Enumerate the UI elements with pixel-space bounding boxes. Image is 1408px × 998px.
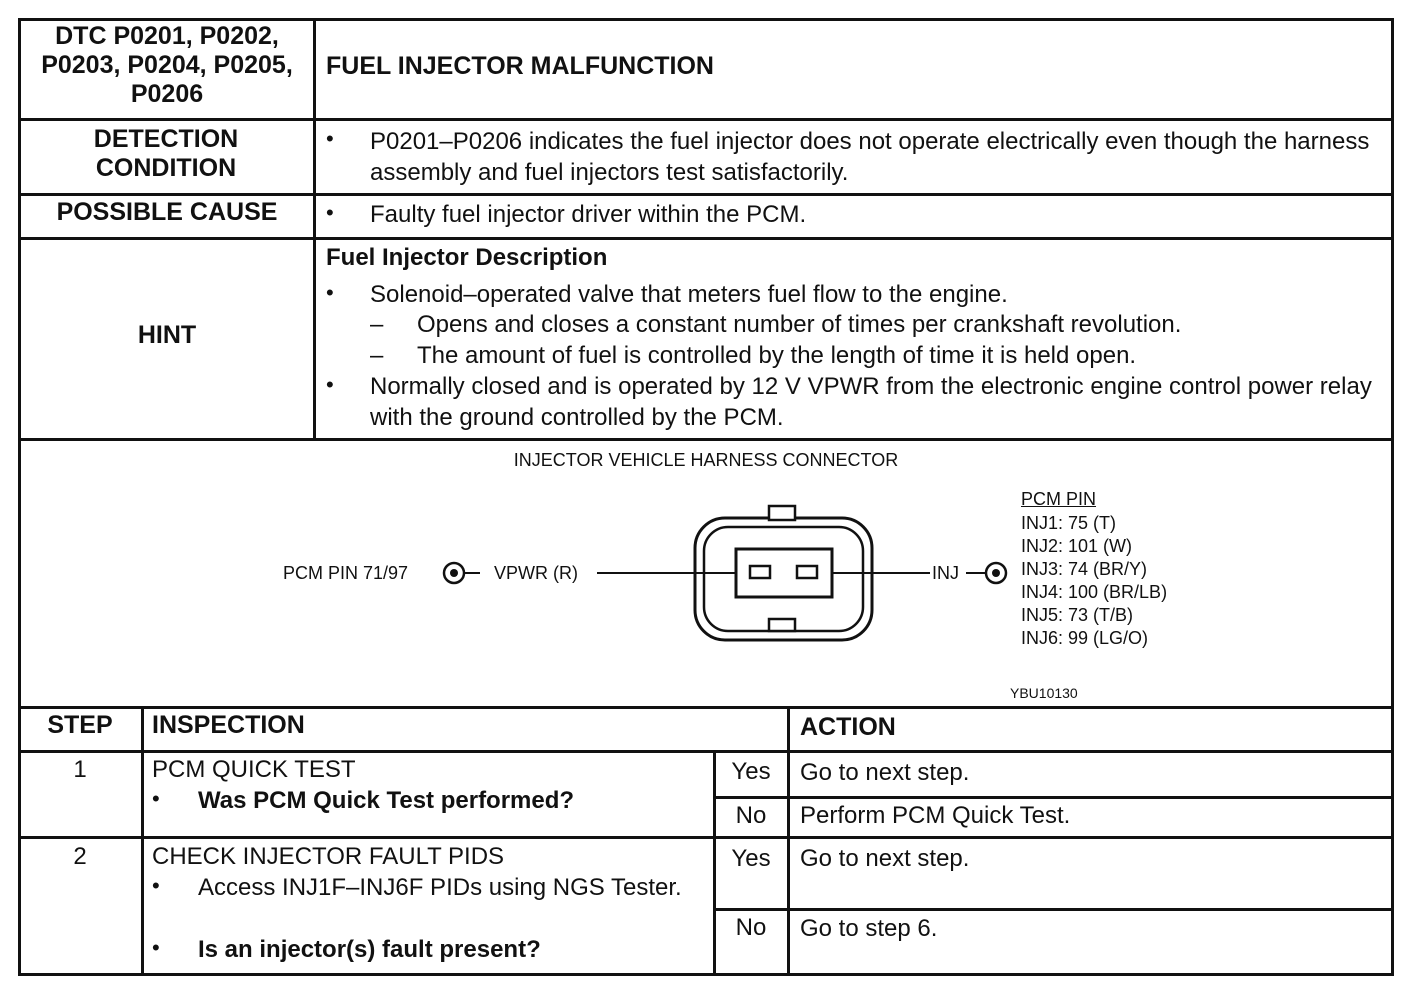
pin-list-item: INJ1: 75 (T): [1021, 513, 1117, 533]
terminal-right-icon: [966, 563, 1006, 583]
diagram-title: INJECTOR VEHICLE HARNESS CONNECTOR: [513, 450, 899, 470]
yes-action: Go to next step.: [800, 759, 970, 786]
detection-label: DETECTION CONDITION: [93, 125, 239, 182]
possible-cause-label: POSSIBLE CAUSE: [56, 198, 278, 226]
step-title: CHECK INJECTOR FAULT PIDS: [152, 843, 505, 870]
dtc-codes: DTC P0201, P0202, P0203, P0204, P0205, P0206: [41, 22, 293, 108]
step-question: Was PCM Quick Test performed?: [198, 787, 575, 814]
column-header-action: ACTION: [800, 713, 896, 741]
hint-sub-1: Opens and closes a constant number of times per crankshaft revolution.: [417, 311, 1182, 338]
inj-label: INJ: [932, 563, 959, 583]
hint-bullet-1: Solenoid–operated valve that meters fuel flow to the engine.: [370, 281, 1008, 308]
bullet-icon: •: [152, 935, 160, 960]
bullet-icon: •: [326, 200, 334, 225]
step-question: Is an injector(s) fault present?: [198, 936, 541, 963]
column-header-inspection: INSPECTION: [152, 711, 305, 739]
pin-list-item: INJ6: 99 (LG/O): [1021, 628, 1149, 648]
no-action: Go to step 6.: [800, 915, 938, 942]
figure-id: YBU10130: [1010, 685, 1078, 701]
terminal-left-icon: [444, 563, 480, 583]
yes-label: Yes: [731, 758, 771, 785]
dash-icon: –: [370, 311, 384, 338]
yes-label: Yes: [731, 845, 771, 872]
no-label: No: [735, 802, 767, 829]
vpwr-label: VPWR (R): [494, 563, 578, 583]
bullet-icon: •: [152, 873, 160, 898]
no-action: Perform PCM Quick Test.: [800, 802, 1071, 829]
pin-list-item: INJ2: 101 (W): [1021, 536, 1133, 556]
step-number: 1: [73, 756, 87, 783]
bullet-icon: •: [326, 280, 334, 305]
hint-heading: Fuel Injector Description: [326, 244, 608, 271]
hint-sub-2: The amount of fuel is controlled by the length of time it is held open.: [417, 342, 1137, 369]
dash-icon: –: [370, 342, 384, 369]
left-pin-label: PCM PIN 71/97: [283, 563, 409, 583]
hint-label: HINT: [137, 321, 197, 349]
bullet-icon: •: [326, 372, 334, 397]
pcm-pin-heading: PCM PIN: [1021, 489, 1097, 509]
possible-cause-text: Faulty fuel injector driver within the PCM.: [370, 201, 807, 228]
detection-text: P0201–P0206 indicates the fuel injector does not operate electrically even though the harness assembly and fuel injectors test satisfactorily.: [370, 128, 1370, 186]
yes-action: Go to next step.: [800, 845, 970, 872]
column-header-step: STEP: [47, 711, 113, 739]
no-label: No: [735, 914, 767, 941]
pin-list-item: INJ3: 74 (BR/Y): [1021, 559, 1148, 579]
bullet-icon: •: [326, 126, 334, 151]
page-title: FUEL INJECTOR MALFUNCTION: [326, 52, 714, 80]
hint-bullet-2: Normally closed and is operated by 12 V VPWR from the electronic engine control power relay with the ground controlled by the PCM.: [370, 373, 1372, 431]
step-instruction: Access INJ1F–INJ6F PIDs using NGS Tester.: [198, 874, 682, 901]
bullet-icon: •: [152, 786, 160, 811]
pin-list-item: INJ4: 100 (BR/LB): [1021, 582, 1168, 602]
step-title: PCM QUICK TEST: [152, 756, 356, 783]
step-number: 2: [73, 843, 87, 870]
pin-list-item: INJ5: 73 (T/B): [1021, 605, 1134, 625]
